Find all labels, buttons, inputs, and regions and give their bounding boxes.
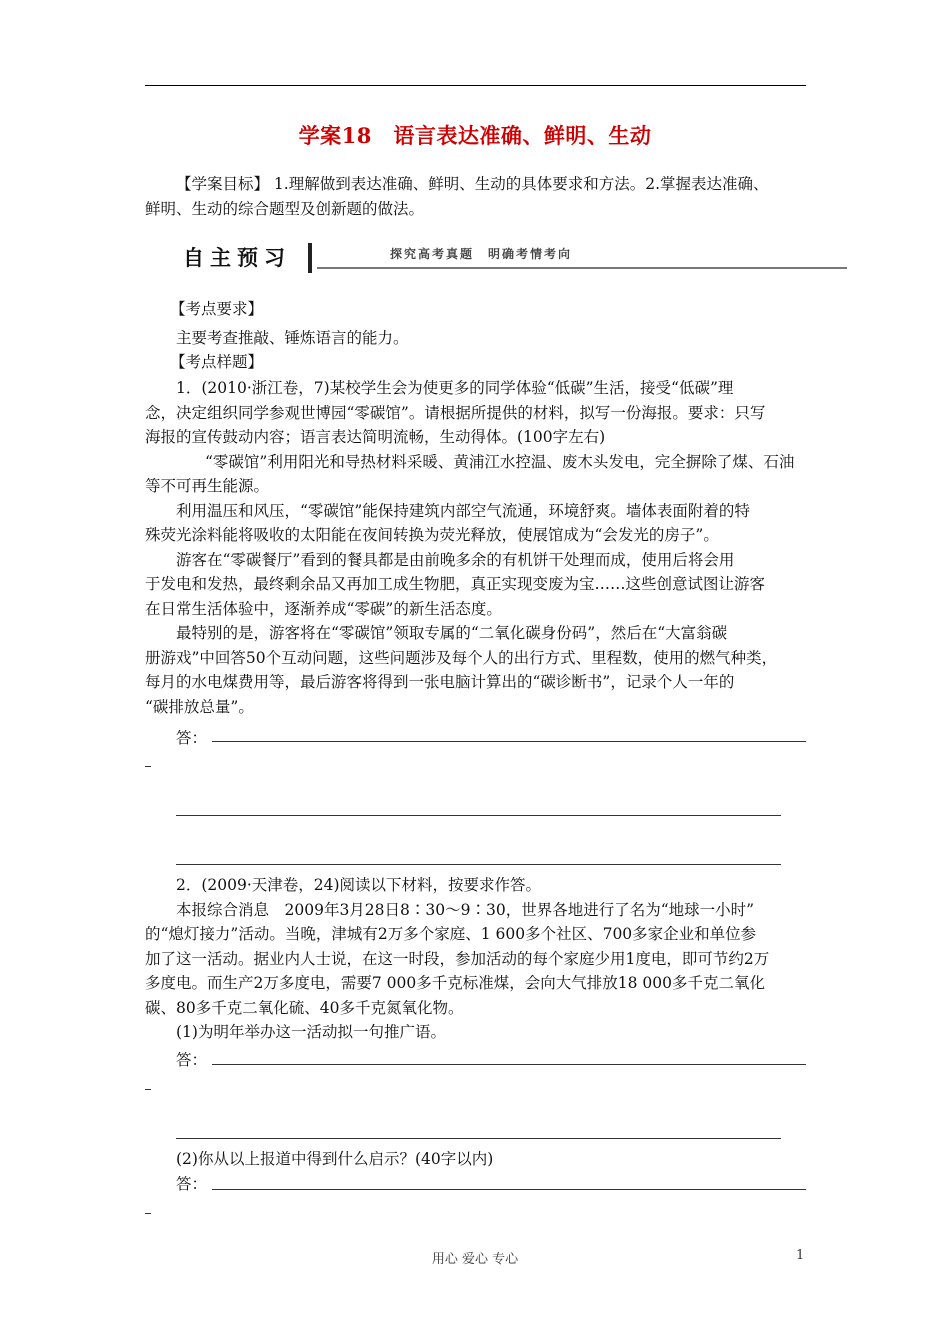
q1-answer-line-3[interactable]	[176, 864, 781, 865]
page-number: 1	[796, 1248, 805, 1263]
question-1	[145, 376, 807, 719]
kaodian-section	[170, 296, 810, 373]
q2-1-answer-dash	[145, 1089, 151, 1090]
banner-subtitle: 探究高考真题 明确考情考向	[390, 247, 573, 261]
q1-material-4a: 最特别的是，游客将在“零碳馆”领取专属的“二氧化碳身份码”，然后在“大富翁碳	[176, 624, 728, 642]
q2-material-1: 本报综合消息 2009年3月28日8∶30～9∶30，世界各地进行了名为“地球一小时”	[176, 900, 755, 919]
q2-1-answer-line-2[interactable]	[176, 1138, 781, 1139]
top-rule	[145, 85, 806, 86]
q1-answer-line-2[interactable]	[176, 815, 781, 816]
q2-2-answer-dash	[145, 1213, 151, 1214]
q1-answer-dash	[145, 766, 151, 767]
q2-sub-1: (1)为明年举办这一活动拟一句推广语。	[176, 1023, 446, 1041]
q1-material-4c: 每月的水电煤费用等，最后游客将得到一张电脑计算出的“碳诊断书”，记录个人一年的	[145, 673, 735, 691]
goal-line-2: 鲜明、生动的综合题型及创新题的做法。	[145, 199, 425, 218]
learning-goal	[145, 172, 807, 221]
page-title: 学案18 语言表达准确、鲜明、生动	[298, 123, 652, 148]
q1-answer-line-1[interactable]	[212, 741, 806, 742]
q1-material-3b: 于发电和发热，最终剩余品又再加工成生物肥，真正实现变废为宝……这些创意试图让游客	[145, 575, 766, 593]
q2-sub-2-block	[145, 1147, 807, 1172]
question-2	[145, 873, 807, 1045]
q1-material-1a: “零碳馆”利用阳光和导热材料采暖、黄浦江水控温、废木头发电，完全摒除了煤、石油	[205, 452, 795, 471]
sample-header: 【考点样题】	[170, 352, 264, 371]
q1-line-2: 念，决定组织同学参观世博园“零碳馆”。请根据所提供的材料，拟写一份海报。要求：只写	[145, 403, 766, 422]
q2-line-1: 2．(2009·天津卷，24)阅读以下材料，按要求作答。	[176, 876, 542, 894]
banner-divider	[308, 243, 312, 273]
q1-line-1: 1．(2010·浙江卷，7)某校学生会为使更多的同学体验“低碳”生活，接受“低碳”理	[176, 379, 734, 397]
q2-1-answer-line-1[interactable]	[212, 1064, 806, 1065]
q2-1-answer-label: 答：	[176, 1051, 208, 1069]
q1-material-3a: 游客在“零碳餐厅”看到的餐具都是由前晚多余的有机饼干处理而成，使用后将会用	[176, 550, 735, 569]
q1-material-4d: “碳排放总量”。	[145, 697, 254, 716]
requirement-text: 主要考查推敲、锤炼语言的能力。	[176, 329, 409, 347]
q1-material-3c: 在日常生活体验中，逐渐养成“零碳”的新生活态度。	[145, 599, 502, 618]
footer-motto: 用心 爱心 专心	[431, 1252, 519, 1267]
q2-material-5: 碳、80多千克二氧化硫、40多千克氮氧化物。	[145, 998, 464, 1017]
q2-2-answer-label: 答：	[176, 1175, 208, 1193]
q1-answer-label: 答：	[176, 729, 208, 747]
q2-sub-2: (2)你从以上报道中得到什么启示？(40字以内)	[176, 1150, 494, 1168]
q2-material-2: 的“熄灯接力”活动。当晚，津城有2万多个家庭、1 600多个社区、700多家企业和单位参	[145, 925, 757, 943]
banner-rule	[317, 267, 847, 269]
q1-line-3: 海报的宣传鼓动内容；语言表达简明流畅，生动得体。(100字左右)	[145, 428, 606, 446]
section-banner	[175, 241, 847, 277]
q1-material-1b: 等不可再生能源。	[145, 477, 270, 495]
q2-material-4: 多度电。而生产2万多度电，需要7 000多千克标准煤，会向大气排放18 000多千克二氧化	[145, 974, 765, 992]
goal-line-1: 【学案目标】 1.理解做到表达准确、鲜明、生动的具体要求和方法。2.掌握表达准确、	[176, 175, 769, 193]
q1-material-2a: 利用温压和风压，“零碳馆”能保持建筑内部空气流通，环境舒爽。墙体表面附着的特	[176, 501, 750, 520]
requirement-header: 【考点要求】	[170, 300, 264, 318]
banner-heading: 自主预习	[183, 246, 291, 270]
q1-material-4b: 册游戏”中回答50个互动问题，这些问题涉及每个人的出行方式、里程数，使用的燃气种类，	[145, 648, 778, 667]
q1-material-2b: 殊荧光涂料能将吸收的太阳能在夜间转换为荧光释放，使展馆成为“会发光的房子”。	[145, 526, 719, 544]
q2-2-answer-line-1[interactable]	[212, 1189, 806, 1190]
q2-material-3: 加了这一活动。据业内人士说，在这一时段，参加活动的每个家庭少用1度电，即可节约2万	[145, 949, 770, 968]
